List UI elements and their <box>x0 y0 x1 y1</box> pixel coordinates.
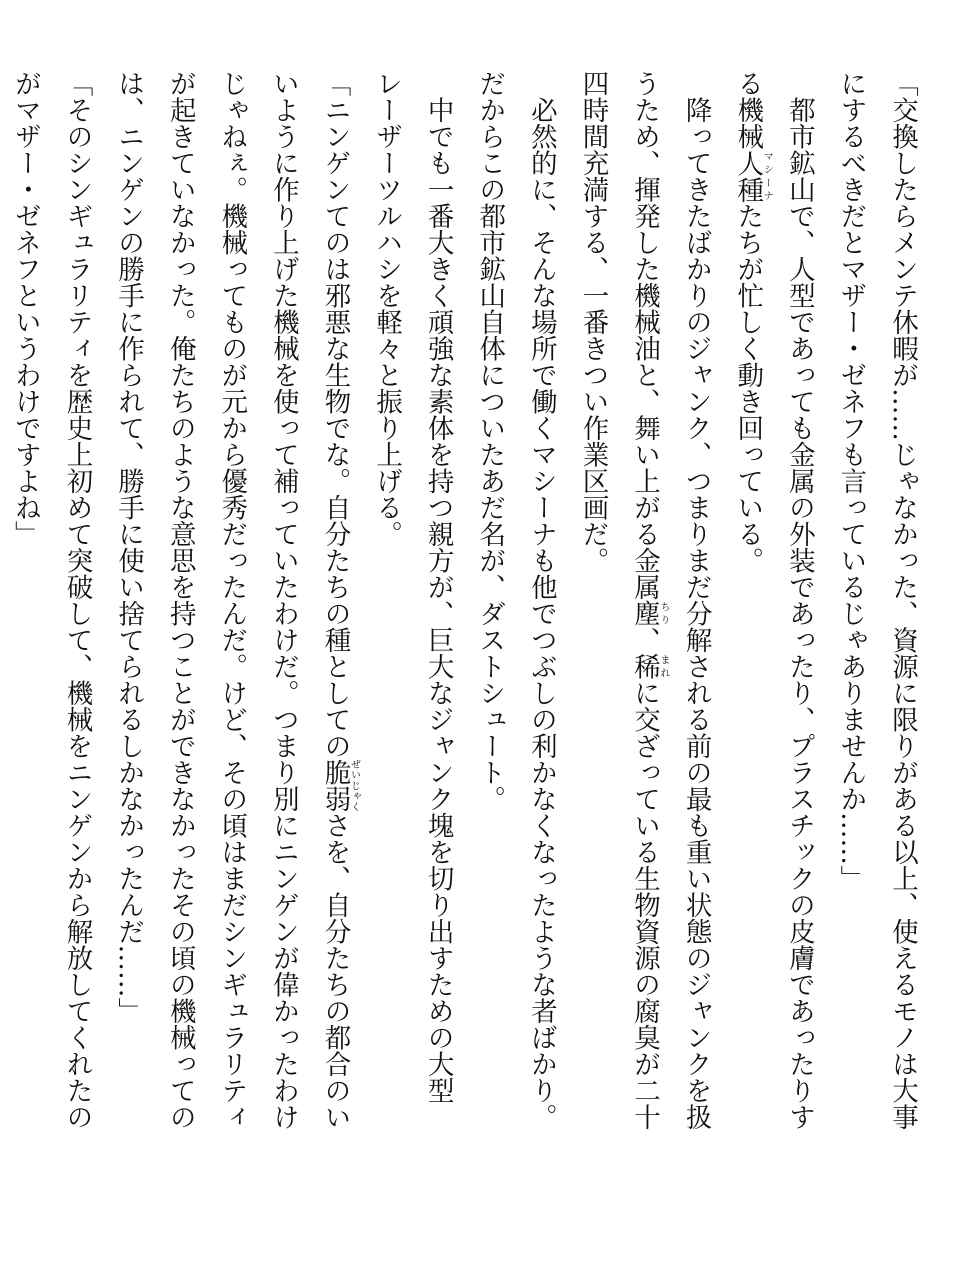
text-segment: いように作り上げた機械を使って補っていたわけだ。つまり別にニンゲンが偉かったわけ <box>267 70 299 1130</box>
ruby-reading: まれ <box>658 653 670 680</box>
text-line <box>670 70 722 1250</box>
text-line <box>360 70 412 1250</box>
ruby-base: 稀 <box>629 653 661 680</box>
text-line <box>567 70 619 1250</box>
text-segment: 降ってきたばかりのジャンク、つまりまだ分解される前の最も重い状態のジャンクを扱 <box>680 70 712 1130</box>
text-line <box>206 70 258 1250</box>
text-segment: がマザー・ゼネフというわけですよね」 <box>9 70 41 547</box>
text-segment: に交ざっている生物資源の腐臭が二十 <box>629 679 661 1130</box>
text-segment: 必然的に、そんな場所で働くマシーナも他でつぶしの利かなくなったような者ばかり。 <box>525 70 557 1130</box>
text-line <box>722 70 774 1250</box>
text-line <box>0 70 51 1250</box>
text-segment: レーザーツルハシを軽々と振り上げる。 <box>371 70 403 547</box>
text-segment: 「そのシンギュラリティを歴史上初めて突破して、機械をニンゲンから解放してくれたの <box>61 70 93 1130</box>
text-segment: うため、揮発した機械油と、舞い上がる金属 <box>629 70 661 600</box>
vertical-text-block <box>0 70 928 1250</box>
text-line <box>309 70 361 1250</box>
ruby-base: 塵 <box>629 600 661 627</box>
ruby-reading: ちり <box>658 600 670 627</box>
text-segment: る機械 <box>732 70 764 150</box>
text-segment: は、ニンゲンの勝手に作られて、勝手に使い捨てられるしかなかったんだ……」 <box>113 70 145 1024</box>
ruby-reading: マシーナ <box>761 149 773 203</box>
ruby-base: 人種 <box>732 149 764 203</box>
text-line <box>103 70 155 1250</box>
text-segment: たちが忙しく動き回っている。 <box>732 202 764 574</box>
text-line <box>773 70 825 1250</box>
text-line <box>51 70 103 1250</box>
ruby-base: 脆弱 <box>319 759 351 812</box>
text-segment: 都市鉱山で、人型であっても金属の外装であったり、プラスチックの皮膚であったりす <box>783 70 815 1130</box>
ruby-annotation <box>629 653 670 680</box>
ruby-annotation <box>629 600 670 627</box>
text-segment: が起きていなかった。俺たちのような意思を持つことができなかったその頃の機械っての <box>164 70 196 1130</box>
text-segment: さを、自分たちの都合のい <box>319 812 351 1130</box>
text-segment: 「ニンゲンてのは邪悪な生物でな。自分たちの種としての <box>319 70 351 759</box>
ruby-annotation <box>732 149 773 203</box>
text-line <box>618 70 670 1250</box>
text-segment: 、 <box>629 626 661 653</box>
ruby-annotation <box>319 759 360 812</box>
text-segment: 「交換したらメンテ休暇が……じゃなかった、資源に限りがある以上、使えるモノは大事 <box>887 70 918 1130</box>
text-line <box>412 70 464 1250</box>
text-line <box>876 70 928 1250</box>
text-line <box>464 70 516 1250</box>
text-segment: だからこの都市鉱山自体についたあだ名が、ダストシュート。 <box>474 70 506 812</box>
text-segment: にするべきだとマザー・ゼネフも言っているじゃありませんか……」 <box>835 70 867 892</box>
ruby-reading: ぜいじゃく <box>348 759 360 812</box>
text-line <box>825 70 877 1250</box>
text-line <box>154 70 206 1250</box>
text-segment: 中でも一番大きく頑強な素体を持つ親方が、巨大なジャンク塊を切り出すための大型 <box>422 70 454 1104</box>
text-segment: じゃねぇ。機械ってものが元から優秀だったんだ。けど、その頃はまだシンギュラリティ <box>216 70 248 1130</box>
text-line <box>515 70 567 1250</box>
text-line <box>257 70 309 1250</box>
text-segment: 四時間充満する、一番きつい作業区画だ。 <box>577 70 609 574</box>
